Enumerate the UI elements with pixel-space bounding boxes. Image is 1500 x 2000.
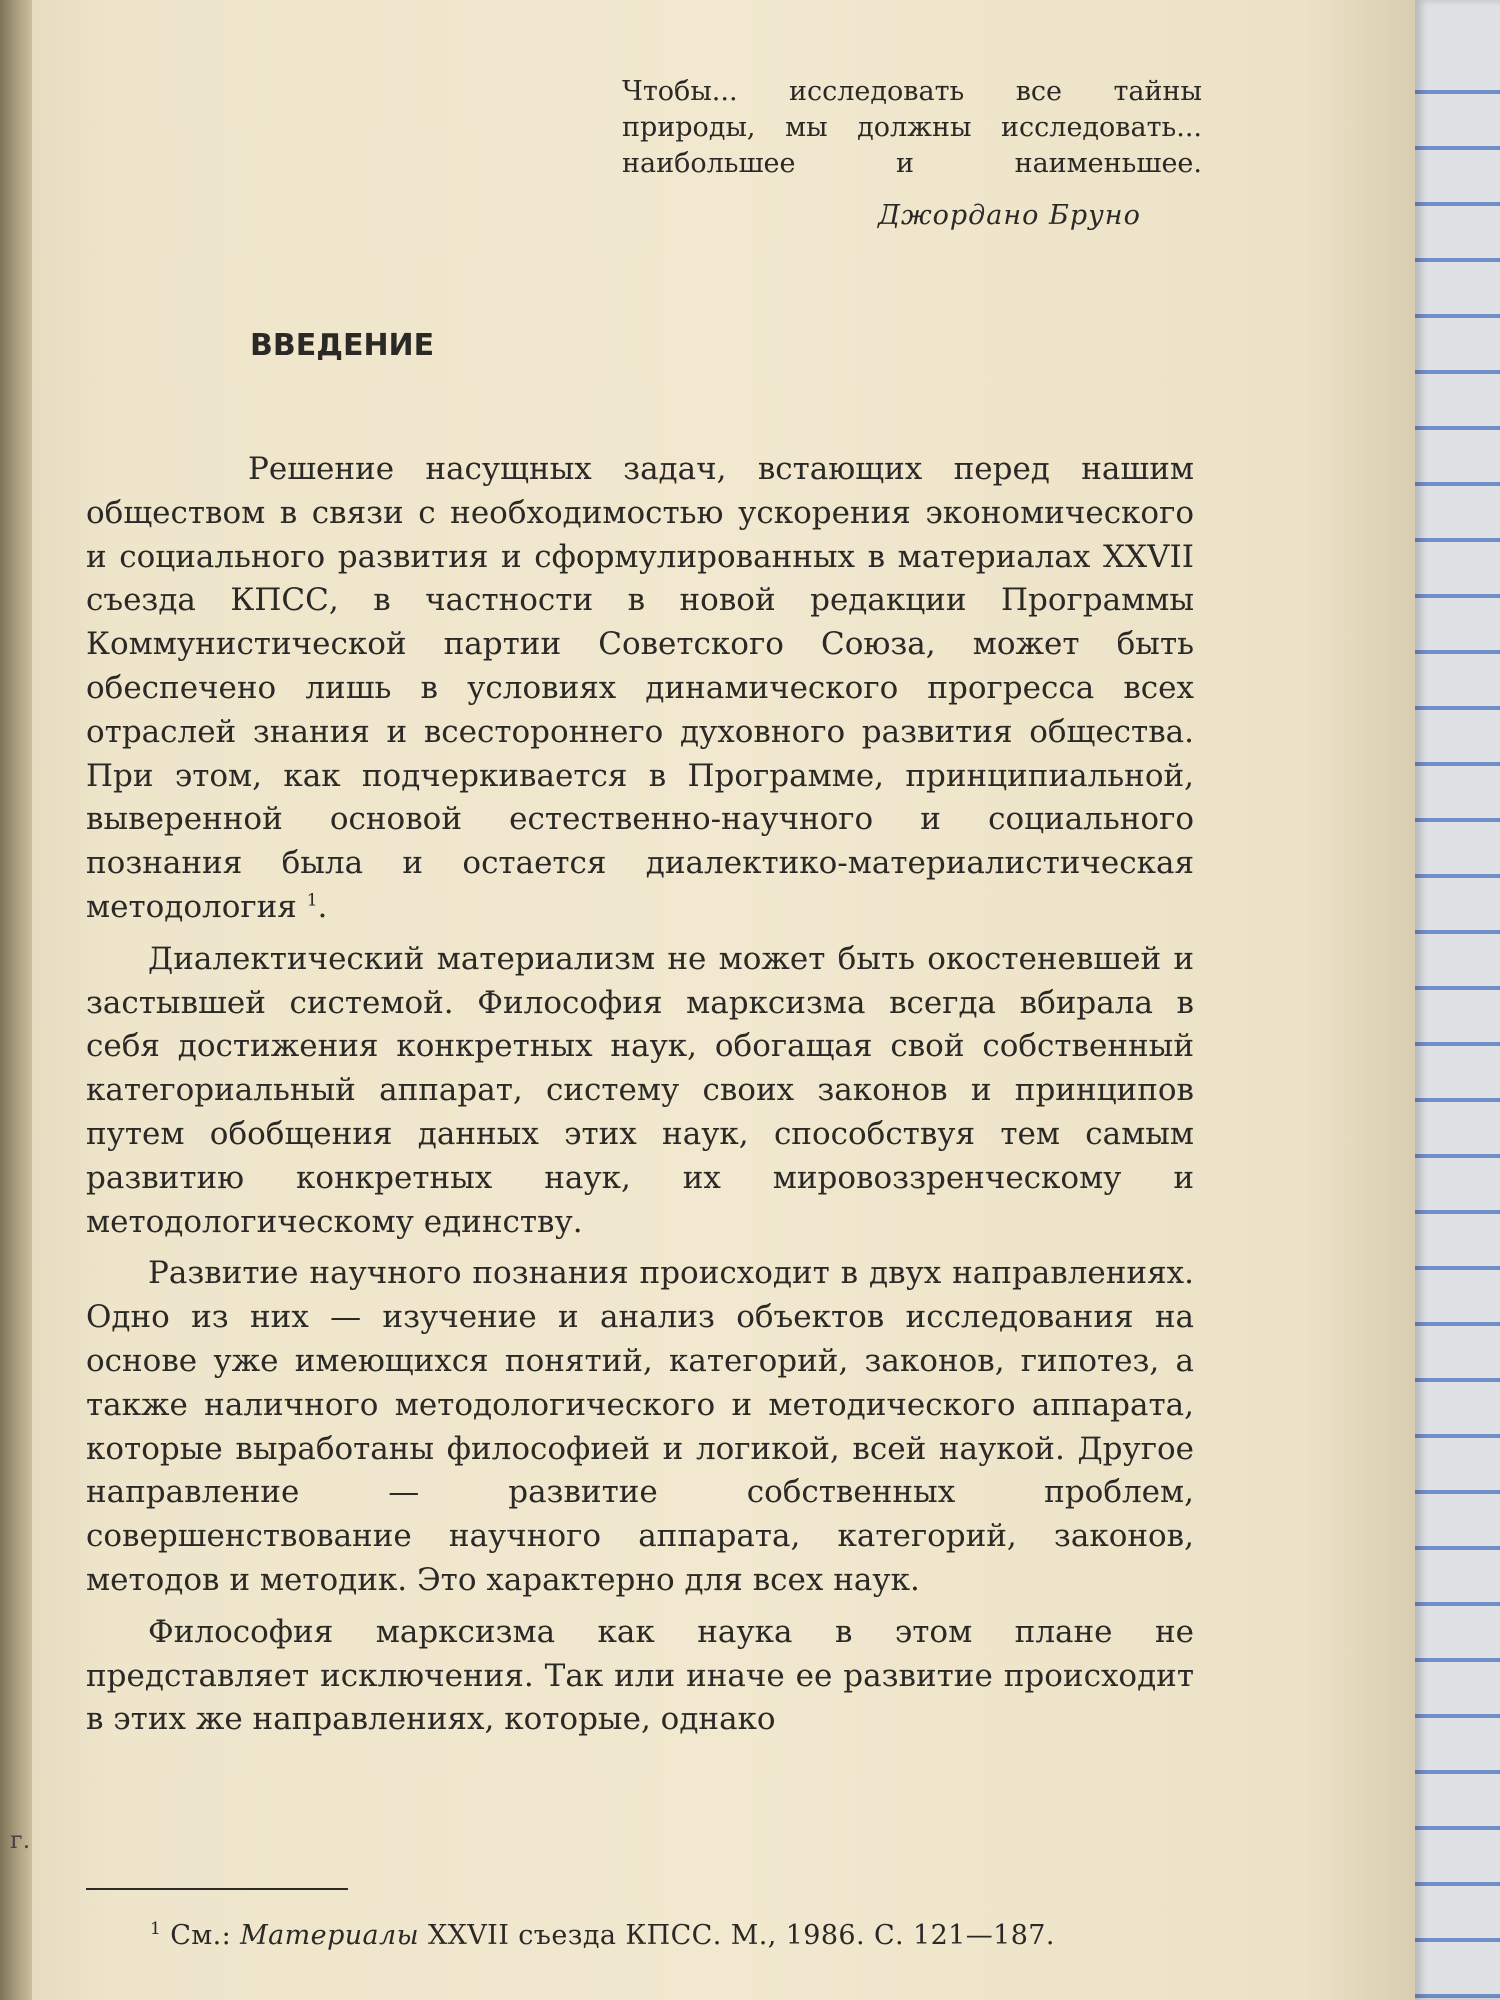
paragraph-1-end: .: [317, 888, 328, 925]
footnote-prefix: См.:: [170, 1920, 232, 1951]
epigraph: [622, 74, 1202, 182]
chapter-title: ВВЕДЕНИЕ: [250, 328, 435, 363]
epigraph-text: Чтобы... исследовать все тайны природы, мы должны исследовать... наибольшее и наименьшее.: [622, 76, 1202, 179]
footnote-rule: [86, 1888, 348, 1890]
footnote-reference: 1: [306, 890, 318, 911]
footnote-number: 1: [150, 1919, 162, 1939]
footnote: [150, 1920, 1194, 1951]
footnote-source-details: XXVII съезда КПСС. М., 1986. С. 121—187.: [428, 1920, 1055, 1951]
notebook-paper: [1415, 0, 1500, 2000]
paragraph-1-text: Решение насущных задач, встающих перед нашим обществом в связи с необходимостью ускорения экономического и социального развития и сформулированных в материалах XXVII съезда КПСС, в частности в новой редакции Программы Коммунистической партии Советского Союза, может быть обеспечено лишь в условиях динамического прогресса всех отраслей знания и всестороннего духовного развития общества. При этом, как подчеркивается в Программе, принципиальной, выверенной основой естественно-научного и социального познания была и остается диалектико-материалистическая методология: [86, 451, 1194, 925]
paragraph-2: Диалектический материализм не может быть окостеневшей и застывшей системой. Философия марксизма всегда вбирала в себя достижения конкретных наук, обогащая свой собственный категориальный аппарат, систему своих законов и принципов путем обобщения данных этих наук, способствуя тем самым развитию конкретных наук, их мировоззренческому и методологическому единству.: [86, 940, 1194, 1240]
epigraph-author: Джордано Бруно: [878, 200, 1141, 231]
paragraph-3: Развитие научного познания происходит в двух направлениях. Одно из них — изучение и анализ объектов исследования на основе уже имеющихся понятий, категорий, законов, гипотез, а также наличного методологического и методического аппарата, которые выработаны философией и логикой, всей наукой. Другое направление — развитие собственных проблем, совершенствование научного аппарата, категорий, законов, методов и методик. Это характерно для всех наук.: [86, 1255, 1194, 1598]
margin-mark: г.: [10, 1826, 31, 1854]
footnote-source-title: Материалы: [240, 1920, 420, 1951]
paragraph-4: Философия марксизма как наука в этом плане не представляет исключения. Так или иначе ее развитие происходит в этих же направлениях, которые, однако: [86, 1613, 1194, 1738]
book-binding: [0, 0, 32, 2000]
body-text: [86, 448, 1194, 1750]
paragraph-1: [86, 448, 1194, 930]
